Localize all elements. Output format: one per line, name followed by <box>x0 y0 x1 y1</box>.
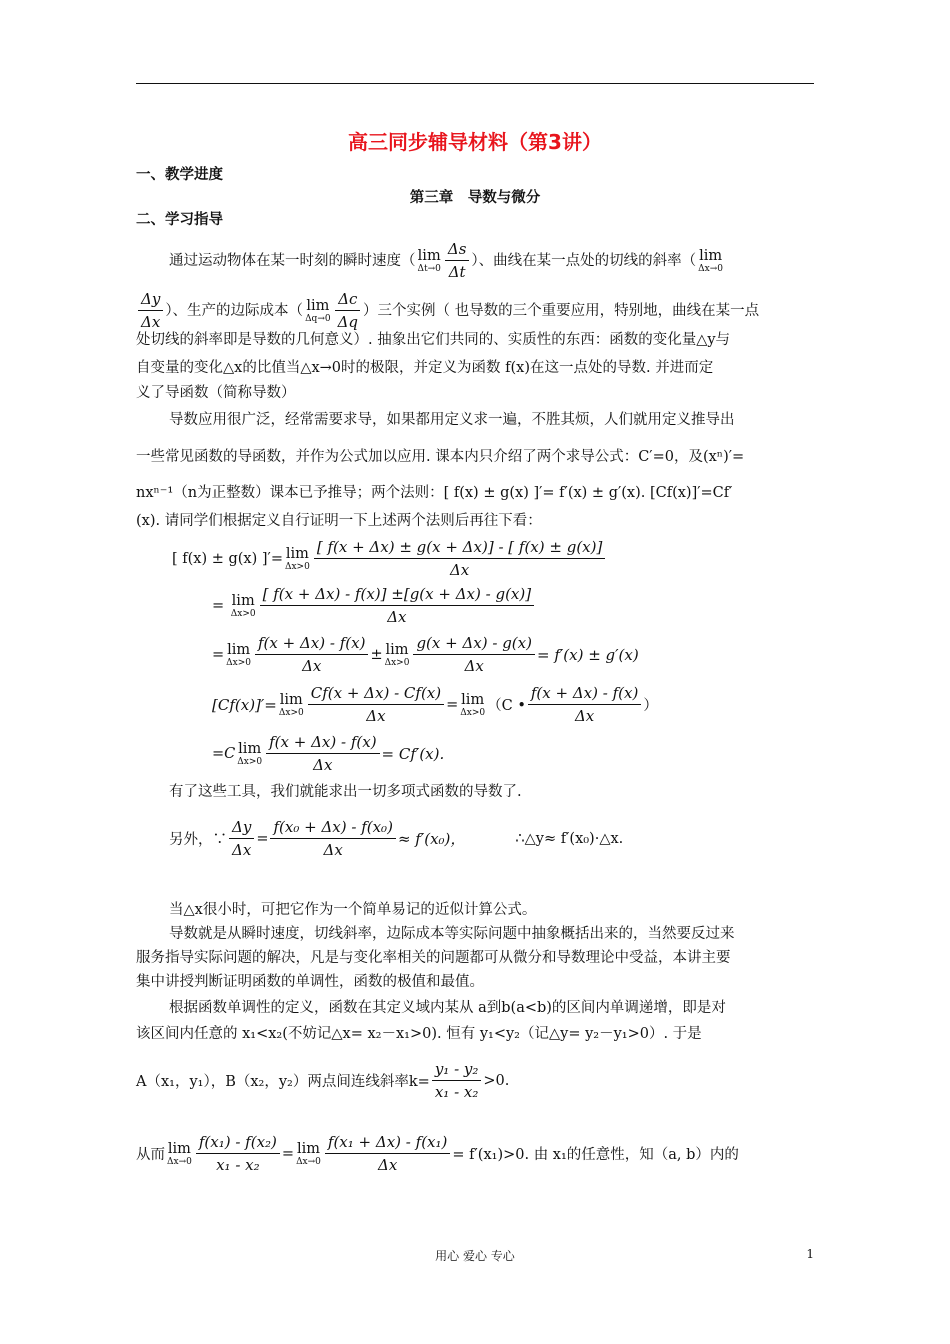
equation-text: = f′(x) ± g′(x) <box>536 645 639 664</box>
limit-symbol: lim Δq→0 <box>305 297 331 324</box>
limit-symbol: lim Δx→0 <box>698 247 724 274</box>
fraction: $\frac{\text{y₁ - y₂}}{\text{x₁ - x₂}}$ <box>432 1060 482 1101</box>
fraction: $\frac{f(x + \Delta x) - f(x)}{\Delta x}$ <box>255 634 368 675</box>
paragraph-line: 导数就是从瞬时速度，切线斜率，边际成本等实际问题中抽象概括出来的，当然要反过来 <box>169 926 735 942</box>
equation-line <box>136 1060 509 1101</box>
equation-text: = f′(x₁)>0. 由 x₁的任意性，知（a, b）内的 <box>452 1147 739 1163</box>
paragraph-line: 自变量的变化△x的比值当△x→0时的极限，并定义为函数 f(x)在这一点处的导数. 并进而定 <box>136 360 714 376</box>
equation-text: [ f(x) ± g(x) ]′= <box>172 550 283 567</box>
limit-symbol: lim Δx→0 <box>296 1140 321 1167</box>
fraction: $\frac{\Delta s}{\Delta t}$ <box>445 240 470 281</box>
fraction: $\frac{[ f(x + \Delta x) \pm g(x + \Delta x)] - [ f(x) \pm g(x)]}{\Delta x}$ <box>314 538 606 579</box>
fraction: $\frac{\Delta y}{\Delta x}$ <box>138 290 163 331</box>
limit-symbol: lim Δx>0 <box>278 691 304 718</box>
equation-line: = lim Δx>0 $\frac{f(x + \Delta x) - f(x)}{\Delta x}$ ± lim Δx>0 $\frac{g(x + \Delta x) - g(x)}{\Delta x}$ = f′(x) ± g′(x) <box>212 634 639 675</box>
equation-text: >0. <box>483 1072 510 1089</box>
paragraph-line: 集中讲授判断证明函数的单调性，函数的极值和最值。 <box>136 974 484 990</box>
equation-line: 另外，∵ $\frac{\Delta y}{\Delta x}$ = $\frac{\text{f(x₀ + Δx) - f(x₀)}}{\Delta x}$ ≈ f′(x₀)， ∴△y≈ f′(x₀)·△x. <box>169 818 624 859</box>
fraction: $\frac{\Delta y}{\Delta x}$ <box>229 818 254 859</box>
chapter-heading: 第三章 导数与微分 <box>409 190 541 206</box>
paragraph-line: nxⁿ⁻¹（n为正整数）课本已予推导；两个法则：[ f(x) ± g(x) ]′= f′(x) ± g′(x). [Cf(x)]′=Cf′ <box>136 485 733 501</box>
paragraph-line <box>136 240 847 281</box>
fraction: $\frac{\text{f(x₁ + Δx) - f(x₁)}}{\Delta x}$ <box>325 1133 450 1174</box>
fraction: $\frac{f(x + \Delta x) - f(x)}{\Delta x}$ <box>266 733 379 774</box>
fraction: $\frac{g(x + \Delta x) - g(x)}{\Delta x}$ <box>413 634 535 675</box>
page-footer: 用心 爱心 专心 <box>435 1249 515 1263</box>
page-number: 1 <box>806 1247 814 1261</box>
fraction: $\frac{f(x + \Delta x) - f(x)}{\Delta x}$ <box>528 684 641 725</box>
fraction: $\frac{[ f(x + \Delta x) - f(x)] \pm[g(x + \Delta x) - g(x)]}{\Delta x}$ <box>260 585 534 626</box>
paragraph-line: 义了导函数（简称导数） <box>136 385 296 401</box>
fraction: $\frac{\text{f(x₀ + Δx) - f(x₀)}}{\Delta x}$ <box>270 818 395 859</box>
limit-symbol: lim Δx>0 <box>284 545 310 572</box>
equation-line: [Cf(x)]′= lim Δx>0 $\frac{Cf(x + \Delta x) - Cf(x)}{\Delta x}$ = lim Δx>0 （C • $\frac{f(x + \Delta x) - f(x)}{\Delta x}$ ） <box>212 684 658 725</box>
equation-line: = lim Δx>0 $\frac{[ f(x + \Delta x) - f(x)] \pm[g(x + \Delta x) - g(x)]}{\Delta x}$ <box>212 585 536 626</box>
equation-text: ∴△y≈ f′(x₀)·△x. <box>515 830 624 847</box>
equation-text: [Cf(x)]′= <box>212 695 277 714</box>
limit-symbol: lim Δx>0 <box>384 641 410 668</box>
header-rule <box>136 83 814 84</box>
paragraph-line: 导数应用很广泛，经常需要求导，如果都用定义求一遍，不胜其烦，人们就用定义推导出 <box>169 412 735 428</box>
equation-text: 从而 <box>136 1147 165 1163</box>
fraction: $\frac{\Delta c}{\Delta q}$ <box>335 290 361 331</box>
equation-line: =C lim Δx>0 $\frac{f(x + \Delta x) - f(x)}{\Delta x}$ = Cf′(x). <box>212 733 445 774</box>
paragraph-line <box>136 290 814 331</box>
document-title: 高三同步辅导材料（第3讲） <box>348 130 602 154</box>
section-heading-guidance: 二、学习指导 <box>136 212 223 228</box>
section-heading-progress: 一、教学进度 <box>136 167 223 183</box>
paragraph-line: 该区间内任意的 x₁<x₂(不妨记△x= x₂－x₁>0). 恒有 y₁<y₂（记△y= y₂－y₁>0）. 于是 <box>136 1026 702 1042</box>
equation-text: ≈ f′(x₀)， <box>397 830 466 848</box>
text-span: ）、生产的边际成本（ <box>165 302 304 319</box>
equation-line: 从而 lim Δx→0 $\frac{\text{f(x₁) - f(x₂)}}{\text{x₁ - x₂}}$ = lim Δx→0 $\frac{\text{f(x₁ + Δx) - f(x₁)}}{\Delta x}$ = f′(x₁)>0. 由 x₁的任意性，知（a, b）内的 <box>136 1133 739 1174</box>
equation-text: 另外，∵ <box>169 832 227 848</box>
limit-symbol: lim Δx>0 <box>460 691 486 718</box>
equation-line <box>172 538 607 579</box>
limit-symbol: lim Δx>0 <box>226 641 251 668</box>
paragraph-line: 服务指导实际问题的解决，凡是与变化率相关的问题都可从微分和导数理论中受益，本讲主要 <box>136 950 731 966</box>
paragraph-line: 处切线的斜率即是导数的几何意义）. 抽象出它们共同的、实质性的东西：函数的变化量△y与 <box>136 332 731 348</box>
text-span: ）三个实例（ 也导数的三个重要应用，特别地，曲线在某一点 <box>363 302 760 319</box>
paragraph-line: (x). 请同学们根据定义自行证明一下上述两个法则后再往下看： <box>136 513 542 529</box>
paragraph-line: 当△x很小时，可把它作为一个简单易记的近似计算公式。 <box>169 902 537 918</box>
text-span: 通过运动物体在某一时刻的瞬时速度（ <box>169 252 416 269</box>
paragraph-line: 根据函数单调性的定义，函数在其定义域内某从 a到b(a<b)的区间内单调递增，即是对 <box>169 1000 726 1016</box>
paragraph-line: 有了这些工具，我们就能求出一切多项式函数的导数了. <box>169 784 522 800</box>
equation-text: = Cf′(x). <box>381 744 445 763</box>
fraction: $\frac{\text{f(x₁) - f(x₂)}}{\text{x₁ - x₂}}$ <box>196 1133 280 1174</box>
paragraph-line: 一些常见函数的导函数，并作为公式加以应用. 课本内只介绍了两个求导公式：C′=0，及(xⁿ)′= <box>136 449 745 465</box>
limit-symbol: lim Δt→0 <box>417 247 441 274</box>
text-span: ）、曲线在某一点处的切线的斜率（ <box>471 252 697 269</box>
limit-symbol: lim Δx→0 <box>167 1140 192 1167</box>
limit-symbol: lim Δx>0 <box>237 740 263 767</box>
equation-text: A（x₁，y₁），B（x₂，y₂）两点间连线斜率k= <box>136 1074 430 1090</box>
limit-symbol: lim Δx>0 <box>230 592 256 619</box>
fraction: $\frac{Cf(x + \Delta x) - Cf(x)}{\Delta x}$ <box>308 684 444 725</box>
